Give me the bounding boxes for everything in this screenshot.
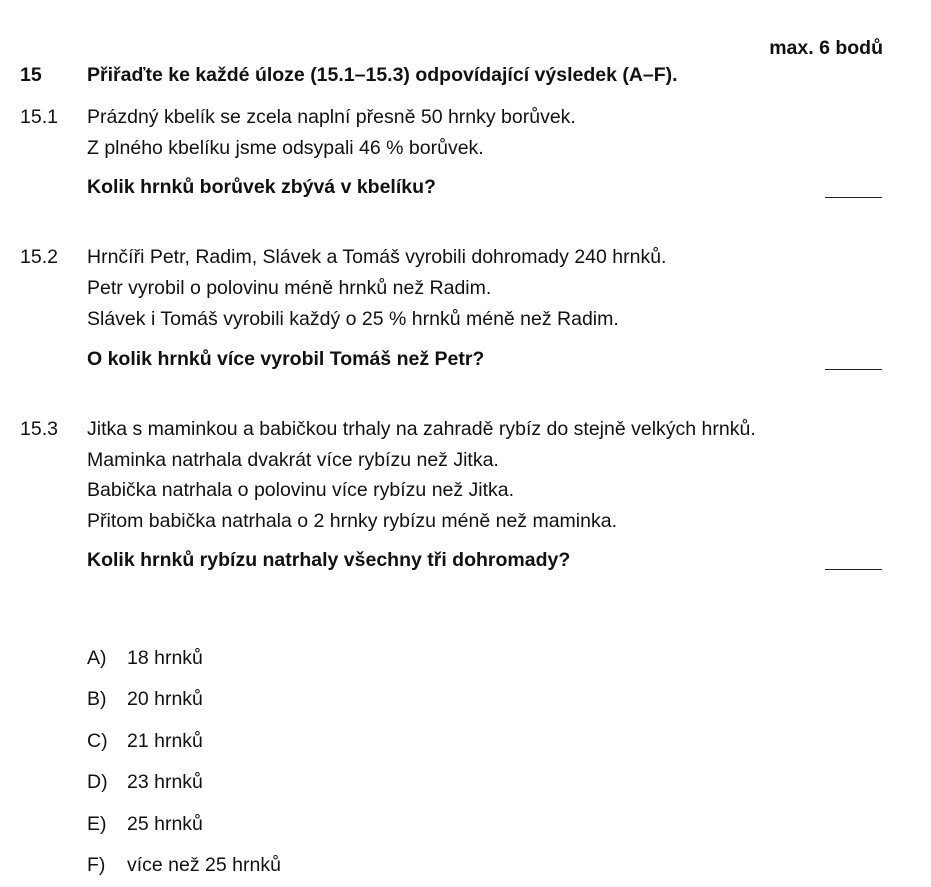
- task-15-2-line-1: Hrnčíři Petr, Radim, Slávek a Tomáš vyrobili dohromady 240 hrnků.: [87, 246, 667, 268]
- task-15-1-question: Kolik hrnků borůvek zbývá v kbelíku?: [87, 176, 436, 198]
- task-15-3-line-2: Maminka natrhala dvakrát více rybízu než Jitka.: [87, 449, 499, 471]
- task-15-3-question: Kolik hrnků rybízu natrhaly všechny tři dohromady?: [87, 549, 571, 571]
- task-number-15-3: 15.3: [20, 418, 58, 440]
- task-15-2-question: O kolik hrnků více vyrobil Tomáš než Petr?: [87, 348, 485, 370]
- task-15-2-line-2: Petr vyrobil o polovinu méně hrnků než Radim.: [87, 277, 492, 299]
- option-text-b: 20 hrnků: [127, 688, 203, 710]
- task-15-3-answer-blank[interactable]: [825, 569, 882, 570]
- task-15-2-answer-blank[interactable]: [825, 369, 882, 370]
- question-number: 15: [20, 64, 42, 86]
- task-15-1-line-2: Z plného kbelíku jsme odsypali 46 % borůvek.: [87, 137, 484, 159]
- option-letter-b: B): [87, 688, 107, 710]
- task-15-3-line-3: Babička natrhala o polovinu více rybízu než Jitka.: [87, 479, 515, 501]
- question-instruction: Přiřaďte ke každé úloze (15.1–15.3) odpovídající výsledek (A–F).: [87, 64, 678, 86]
- task-15-3-line-1: Jitka s maminkou a babičkou trhaly na zahradě rybíz do stejně velkých hrnků.: [87, 418, 756, 440]
- task-number-15-2: 15.2: [20, 246, 58, 268]
- task-number-15-1: 15.1: [20, 106, 58, 128]
- option-text-e: 25 hrnků: [127, 813, 203, 835]
- task-15-1-answer-blank[interactable]: [825, 197, 882, 198]
- option-letter-f: F): [87, 854, 106, 876]
- option-text-c: 21 hrnků: [127, 730, 203, 752]
- option-text-a: 18 hrnků: [127, 647, 203, 669]
- task-15-2-line-3: Slávek i Tomáš vyrobili každý o 25 % hrnků méně než Radim.: [87, 308, 619, 330]
- option-letter-d: D): [87, 771, 108, 793]
- task-15-3-line-4: Přitom babička natrhala o 2 hrnky rybízu méně než maminka.: [87, 510, 617, 532]
- max-points: max. 6 bodů: [769, 37, 883, 59]
- option-text-f: více než 25 hrnků: [127, 854, 281, 876]
- task-15-1-line-1: Prázdný kbelík se zcela naplní přesně 50 hrnky borůvek.: [87, 106, 576, 128]
- option-letter-a: A): [87, 647, 107, 669]
- option-letter-e: E): [87, 813, 107, 835]
- option-letter-c: C): [87, 730, 108, 752]
- option-text-d: 23 hrnků: [127, 771, 203, 793]
